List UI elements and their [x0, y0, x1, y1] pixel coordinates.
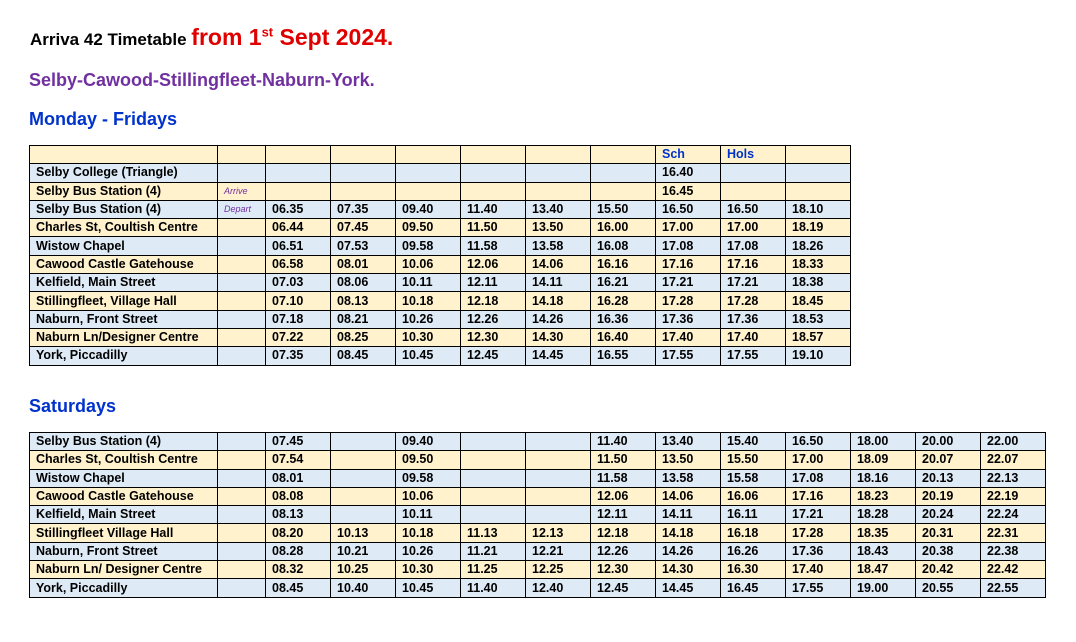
time-cell: 17.08	[786, 469, 851, 487]
time-cell: 07.18	[266, 310, 331, 328]
time-cell: 15.50	[721, 451, 786, 469]
time-cell: 12.25	[526, 561, 591, 579]
time-cell: 22.31	[981, 524, 1046, 542]
header-cell	[461, 146, 526, 164]
time-cell	[526, 487, 591, 505]
time-cell: 13.40	[656, 433, 721, 451]
stop-name: Wistow Chapel	[30, 237, 218, 255]
time-cell: 20.31	[916, 524, 981, 542]
time-cell: 08.01	[331, 255, 396, 273]
stop-name: Stillingfleet Village Hall	[30, 524, 218, 542]
time-cell	[331, 506, 396, 524]
time-cell: 17.36	[786, 542, 851, 560]
time-cell: 17.08	[721, 237, 786, 255]
time-cell	[721, 164, 786, 182]
time-cell: 17.21	[656, 274, 721, 292]
time-cell: 13.58	[656, 469, 721, 487]
time-cell: 18.09	[851, 451, 916, 469]
time-cell: 11.25	[461, 561, 526, 579]
time-cell	[526, 182, 591, 200]
time-cell: 22.07	[981, 451, 1046, 469]
weekday-timetable	[29, 145, 851, 366]
time-cell: 16.55	[591, 347, 656, 365]
time-cell	[526, 433, 591, 451]
table-row	[30, 274, 851, 292]
time-cell	[591, 164, 656, 182]
stop-name: Selby Bus Station (4)	[30, 433, 218, 451]
table-row	[30, 561, 1046, 579]
time-cell: 16.11	[721, 506, 786, 524]
time-cell: 10.26	[396, 542, 461, 560]
time-cell: 10.30	[396, 561, 461, 579]
time-cell	[461, 182, 526, 200]
time-cell: 12.06	[591, 487, 656, 505]
time-cell: 17.55	[721, 347, 786, 365]
time-cell	[786, 182, 851, 200]
time-cell: 10.11	[396, 506, 461, 524]
header-cell	[526, 146, 591, 164]
time-cell: 13.40	[526, 200, 591, 218]
time-cell: 18.28	[851, 506, 916, 524]
time-cell: 11.40	[461, 200, 526, 218]
header-cell	[591, 146, 656, 164]
time-cell: 16.21	[591, 274, 656, 292]
time-cell: 11.58	[461, 237, 526, 255]
table-row	[30, 524, 1046, 542]
time-cell: 09.40	[396, 433, 461, 451]
spacer-cell	[218, 433, 266, 451]
table-row	[30, 292, 851, 310]
spacer-cell	[218, 542, 266, 560]
table-row	[30, 542, 1046, 560]
time-cell	[331, 182, 396, 200]
time-cell: 14.45	[656, 579, 721, 597]
arrive-depart-note	[218, 237, 266, 255]
time-cell: 15.50	[591, 200, 656, 218]
time-cell: 13.50	[526, 219, 591, 237]
time-cell	[331, 433, 396, 451]
time-cell: 08.06	[331, 274, 396, 292]
time-cell: 18.26	[786, 237, 851, 255]
title-date-pre: from 1	[191, 24, 262, 50]
time-cell: 10.26	[396, 310, 461, 328]
table-row	[30, 237, 851, 255]
arrive-depart-note: Arrive	[218, 182, 266, 200]
time-cell: 14.06	[526, 255, 591, 273]
title-date-sup: st	[261, 24, 274, 40]
time-cell: 14.26	[656, 542, 721, 560]
time-cell: 10.25	[331, 561, 396, 579]
time-cell: 13.50	[656, 451, 721, 469]
time-cell: 10.06	[396, 255, 461, 273]
time-cell	[396, 164, 461, 182]
time-cell: 17.08	[656, 237, 721, 255]
time-cell: 20.42	[916, 561, 981, 579]
header-cell	[218, 146, 266, 164]
time-cell	[331, 164, 396, 182]
table-row	[30, 347, 851, 365]
time-cell: 17.28	[786, 524, 851, 542]
time-cell	[266, 182, 331, 200]
time-cell: 14.18	[656, 524, 721, 542]
stop-name: Charles St, Coultish Centre	[30, 219, 218, 237]
spacer-cell	[218, 524, 266, 542]
time-cell	[591, 182, 656, 200]
arrive-depart-note	[218, 219, 266, 237]
table-row	[30, 219, 851, 237]
time-cell: 20.00	[916, 433, 981, 451]
table-row	[30, 200, 851, 218]
table-row	[30, 433, 1046, 451]
time-cell: 22.19	[981, 487, 1046, 505]
arrive-depart-note	[218, 310, 266, 328]
time-cell: 13.58	[526, 237, 591, 255]
time-cell: 22.24	[981, 506, 1046, 524]
time-cell: 18.57	[786, 328, 851, 346]
time-cell: 10.21	[331, 542, 396, 560]
time-cell: 16.00	[591, 219, 656, 237]
time-cell	[266, 164, 331, 182]
time-cell	[331, 451, 396, 469]
stop-name: Stillingfleet, Village Hall	[30, 292, 218, 310]
time-cell: 07.35	[266, 347, 331, 365]
spacer-cell	[218, 506, 266, 524]
header-cell	[396, 146, 461, 164]
spacer-cell	[218, 469, 266, 487]
time-cell: 06.58	[266, 255, 331, 273]
time-cell: 06.35	[266, 200, 331, 218]
stop-name: Naburn, Front Street	[30, 310, 218, 328]
time-cell: 17.21	[721, 274, 786, 292]
time-cell: 18.16	[851, 469, 916, 487]
time-cell	[331, 469, 396, 487]
time-cell: 08.21	[331, 310, 396, 328]
time-cell: 14.06	[656, 487, 721, 505]
table-row	[30, 182, 851, 200]
time-cell: 17.16	[656, 255, 721, 273]
stop-name: Selby Bus Station (4)	[30, 182, 218, 200]
time-cell: 18.00	[851, 433, 916, 451]
table-row	[30, 310, 851, 328]
header-cell	[30, 146, 218, 164]
table-row	[30, 579, 1046, 597]
stop-name: York, Piccadilly	[30, 347, 218, 365]
stop-name: Kelfield, Main Street	[30, 506, 218, 524]
time-cell: 11.40	[591, 433, 656, 451]
time-cell: 20.07	[916, 451, 981, 469]
time-cell: 18.43	[851, 542, 916, 560]
time-cell: 14.26	[526, 310, 591, 328]
arrive-depart-note: Depart	[218, 200, 266, 218]
time-cell	[461, 506, 526, 524]
time-cell: 11.21	[461, 542, 526, 560]
time-cell: 17.28	[721, 292, 786, 310]
stop-name: Selby Bus Station (4)	[30, 200, 218, 218]
time-cell: 12.21	[526, 542, 591, 560]
time-cell	[461, 487, 526, 505]
table-row	[30, 506, 1046, 524]
time-cell: 11.50	[591, 451, 656, 469]
time-cell: 18.35	[851, 524, 916, 542]
time-cell	[461, 451, 526, 469]
table-row	[30, 328, 851, 346]
stop-name: Cawood Castle Gatehouse	[30, 255, 218, 273]
time-cell: 12.40	[526, 579, 591, 597]
time-cell: 16.40	[656, 164, 721, 182]
time-cell: 11.13	[461, 524, 526, 542]
arrive-depart-note	[218, 347, 266, 365]
time-cell: 18.47	[851, 561, 916, 579]
time-cell: 20.55	[916, 579, 981, 597]
time-cell	[786, 164, 851, 182]
time-cell: 08.08	[266, 487, 331, 505]
time-cell: 18.10	[786, 200, 851, 218]
time-cell: 09.50	[396, 219, 461, 237]
time-cell: 12.18	[591, 524, 656, 542]
stop-name: Wistow Chapel	[30, 469, 218, 487]
time-cell: 20.13	[916, 469, 981, 487]
time-cell: 10.06	[396, 487, 461, 505]
table-row	[30, 255, 851, 273]
time-cell: 07.45	[331, 219, 396, 237]
time-cell	[331, 487, 396, 505]
table-row	[30, 164, 851, 182]
time-cell: 15.40	[721, 433, 786, 451]
time-cell: 17.36	[656, 310, 721, 328]
time-cell: 12.30	[461, 328, 526, 346]
time-cell: 08.28	[266, 542, 331, 560]
time-cell: 07.10	[266, 292, 331, 310]
time-cell: 19.10	[786, 347, 851, 365]
time-cell: 17.00	[656, 219, 721, 237]
time-cell	[526, 164, 591, 182]
time-cell: 11.40	[461, 579, 526, 597]
time-cell: 17.40	[721, 328, 786, 346]
time-cell: 16.50	[786, 433, 851, 451]
time-cell: 10.18	[396, 292, 461, 310]
time-cell: 17.16	[721, 255, 786, 273]
time-cell: 10.45	[396, 579, 461, 597]
time-cell: 12.11	[591, 506, 656, 524]
time-cell: 08.13	[266, 506, 331, 524]
time-cell: 10.40	[331, 579, 396, 597]
time-cell	[396, 182, 461, 200]
time-cell: 17.36	[721, 310, 786, 328]
time-cell: 14.30	[656, 561, 721, 579]
time-cell	[721, 182, 786, 200]
time-cell: 06.44	[266, 219, 331, 237]
time-cell: 08.01	[266, 469, 331, 487]
time-cell: 17.00	[721, 219, 786, 237]
time-cell: 18.19	[786, 219, 851, 237]
time-cell: 17.28	[656, 292, 721, 310]
time-cell: 17.55	[786, 579, 851, 597]
time-cell: 09.40	[396, 200, 461, 218]
stop-name: Naburn, Front Street	[30, 542, 218, 560]
stop-name: Selby College (Triangle)	[30, 164, 218, 182]
spacer-cell	[218, 451, 266, 469]
time-cell: 07.54	[266, 451, 331, 469]
time-cell: 12.30	[591, 561, 656, 579]
header-cell: Hols	[721, 146, 786, 164]
time-cell: 16.18	[721, 524, 786, 542]
time-cell: 12.13	[526, 524, 591, 542]
time-cell: 11.58	[591, 469, 656, 487]
time-cell: 10.13	[331, 524, 396, 542]
time-cell: 17.55	[656, 347, 721, 365]
page-title	[30, 24, 393, 51]
time-cell: 16.28	[591, 292, 656, 310]
weekday-heading: Monday - Fridays	[29, 109, 178, 129]
time-cell	[526, 506, 591, 524]
time-cell: 17.21	[786, 506, 851, 524]
route-title: Selby-Cawood-Stillingfleet-Naburn-York.	[29, 70, 375, 90]
time-cell: 09.58	[396, 237, 461, 255]
time-cell: 14.45	[526, 347, 591, 365]
header-cell	[331, 146, 396, 164]
stop-name: Cawood Castle Gatehouse	[30, 487, 218, 505]
time-cell: 17.00	[786, 451, 851, 469]
arrive-depart-note	[218, 328, 266, 346]
time-cell: 08.25	[331, 328, 396, 346]
time-cell: 08.32	[266, 561, 331, 579]
time-cell: 16.30	[721, 561, 786, 579]
time-cell: 18.23	[851, 487, 916, 505]
time-cell: 22.55	[981, 579, 1046, 597]
arrive-depart-note	[218, 274, 266, 292]
time-cell: 16.45	[656, 182, 721, 200]
time-cell: 22.00	[981, 433, 1046, 451]
time-cell: 16.36	[591, 310, 656, 328]
title-date	[191, 24, 393, 50]
time-cell: 17.40	[786, 561, 851, 579]
time-cell: 18.53	[786, 310, 851, 328]
stop-name: Charles St, Coultish Centre	[30, 451, 218, 469]
time-cell: 10.45	[396, 347, 461, 365]
time-cell	[526, 451, 591, 469]
arrive-depart-note	[218, 292, 266, 310]
stop-name: Naburn Ln/Designer Centre	[30, 328, 218, 346]
time-cell: 18.45	[786, 292, 851, 310]
arrive-depart-note	[218, 164, 266, 182]
time-cell: 22.13	[981, 469, 1046, 487]
stop-name: Kelfield, Main Street	[30, 274, 218, 292]
time-cell: 07.53	[331, 237, 396, 255]
spacer-cell	[218, 561, 266, 579]
time-cell: 14.11	[526, 274, 591, 292]
time-cell: 16.40	[591, 328, 656, 346]
time-cell: 10.30	[396, 328, 461, 346]
time-cell: 08.45	[331, 347, 396, 365]
title-date-post: Sept 2024.	[273, 24, 394, 50]
time-cell: 16.50	[721, 200, 786, 218]
time-cell: 20.38	[916, 542, 981, 560]
time-cell: 22.42	[981, 561, 1046, 579]
time-cell: 18.33	[786, 255, 851, 273]
time-cell: 12.26	[591, 542, 656, 560]
time-cell: 17.40	[656, 328, 721, 346]
stop-name: Naburn Ln/ Designer Centre	[30, 561, 218, 579]
arrive-depart-note	[218, 255, 266, 273]
time-cell: 10.11	[396, 274, 461, 292]
time-cell: 12.45	[591, 579, 656, 597]
time-cell: 07.35	[331, 200, 396, 218]
time-cell: 20.24	[916, 506, 981, 524]
time-cell: 07.45	[266, 433, 331, 451]
header-cell: Sch	[656, 146, 721, 164]
time-cell: 17.16	[786, 487, 851, 505]
time-cell	[461, 469, 526, 487]
time-cell: 18.38	[786, 274, 851, 292]
time-cell: 22.38	[981, 542, 1046, 560]
table-row	[30, 469, 1046, 487]
table-row	[30, 487, 1046, 505]
saturday-heading: Saturdays	[29, 396, 117, 416]
header-cell	[786, 146, 851, 164]
time-cell: 16.26	[721, 542, 786, 560]
table-row	[30, 451, 1046, 469]
time-cell: 12.45	[461, 347, 526, 365]
time-cell: 09.58	[396, 469, 461, 487]
time-cell: 14.11	[656, 506, 721, 524]
title-prefix: Arriva 42 Timetable	[30, 30, 192, 49]
time-cell	[526, 469, 591, 487]
time-cell: 12.11	[461, 274, 526, 292]
time-cell: 16.06	[721, 487, 786, 505]
time-cell: 16.45	[721, 579, 786, 597]
time-cell: 08.20	[266, 524, 331, 542]
time-cell: 12.06	[461, 255, 526, 273]
time-cell	[461, 433, 526, 451]
saturday-timetable	[29, 432, 1046, 598]
time-cell: 20.19	[916, 487, 981, 505]
spacer-cell	[218, 579, 266, 597]
stop-name: York, Piccadilly	[30, 579, 218, 597]
time-cell: 07.22	[266, 328, 331, 346]
time-cell: 09.50	[396, 451, 461, 469]
table-header-row	[30, 146, 851, 164]
time-cell: 08.45	[266, 579, 331, 597]
time-cell: 11.50	[461, 219, 526, 237]
time-cell: 16.08	[591, 237, 656, 255]
time-cell: 07.03	[266, 274, 331, 292]
time-cell: 14.18	[526, 292, 591, 310]
time-cell: 12.18	[461, 292, 526, 310]
time-cell: 14.30	[526, 328, 591, 346]
time-cell: 12.26	[461, 310, 526, 328]
time-cell: 06.51	[266, 237, 331, 255]
header-cell	[266, 146, 331, 164]
time-cell: 08.13	[331, 292, 396, 310]
spacer-cell	[218, 487, 266, 505]
time-cell: 16.50	[656, 200, 721, 218]
time-cell: 15.58	[721, 469, 786, 487]
time-cell: 19.00	[851, 579, 916, 597]
time-cell	[461, 164, 526, 182]
time-cell: 10.18	[396, 524, 461, 542]
time-cell: 16.16	[591, 255, 656, 273]
